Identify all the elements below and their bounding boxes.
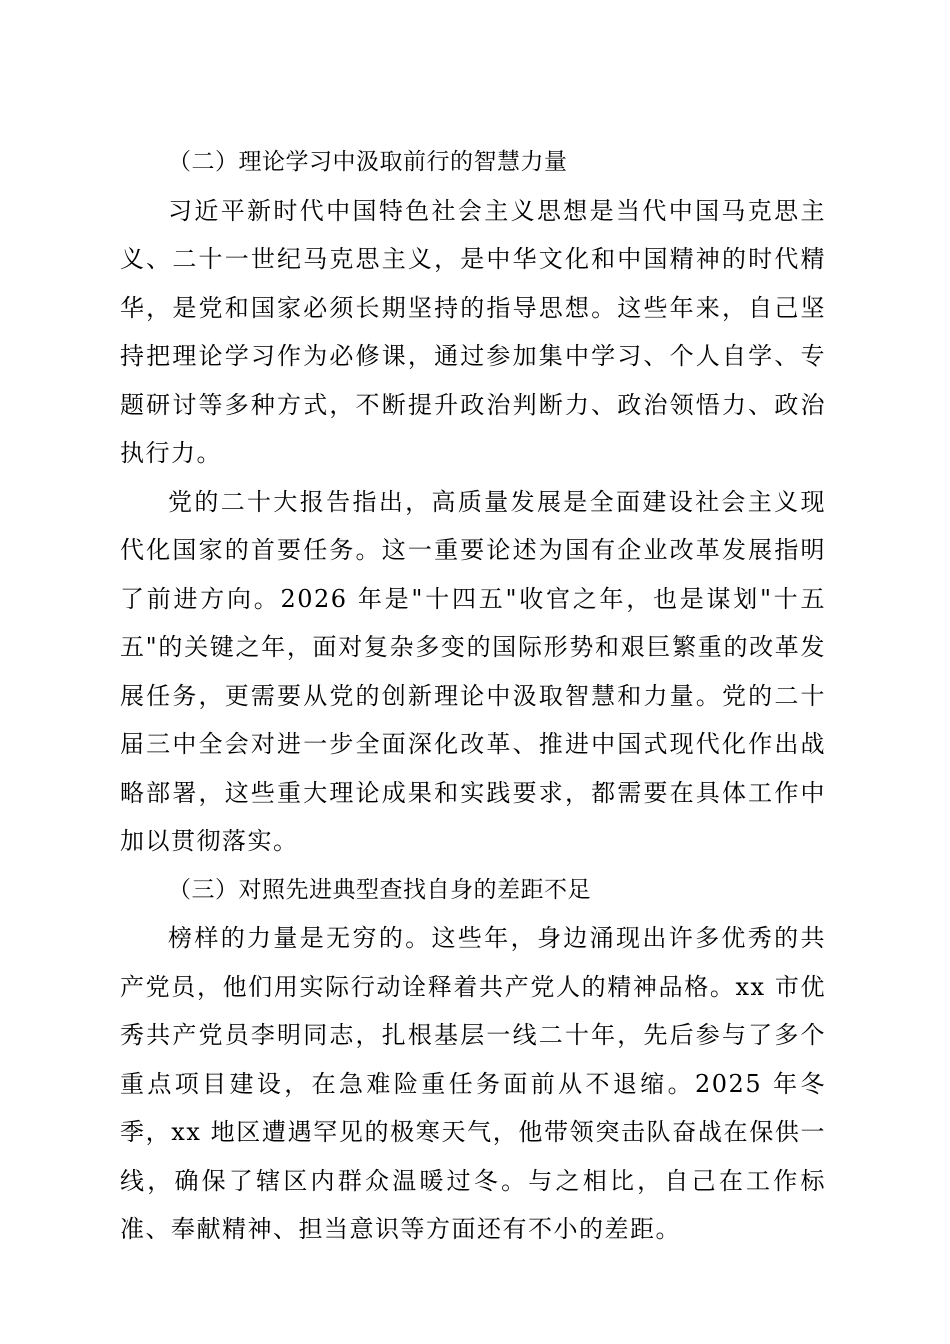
section-2-paragraph-1: 习近平新时代中国特色社会主义思想是当代中国马克思主义、二十一世纪马克思主义，是中华文化和中国精神的时代精华，是党和国家必须长期坚持的指导思想。这些年来，自己坚持把理论学习作为必修课，通过参加集中学习、个人自学、专题研讨等多种方式，不断提升政治判断力、政治领悟力、政治执行力。	[120, 196, 826, 467]
section-3-paragraph-1: 榜样的力量是无穷的。这些年，身边涌现出许多优秀的共产党员，他们用实际行动诠释着共产党人的精神品格。xx 市优秀共产党员李明同志，扎根基层一线二十年，先后参与了多个重点项目建设，在急难险重任务面前从不退缩。2025 年冬季，xx 地区遭遇罕见的极寒天气，他带领突击队奋战在保供一线，确保了辖区内群众温暖过冬。与之相比，自己在工作标准、奉献精神、担当意识等方面还有不小的差距。	[120, 924, 826, 1243]
section-2-paragraph-2: 党的二十大报告指出，高质量发展是全面建设社会主义现代化国家的首要任务。这一重要论述为国有企业改革发展指明了前进方向。2026 年是"十四五"收官之年，也是谋划"十五五"的关键之年，面对复杂多变的国际形势和艰巨繁重的改革发展任务，更需要从党的创新理论中汲取智慧和力量。党的二十届三中全会对进一步全面深化改革、推进中国式现代化作出战略部署，这些重大理论成果和实践要求，都需要在具体工作中加以贯彻落实。	[120, 487, 826, 855]
section-2-heading: （二）理论学习中汲取前行的智慧力量	[168, 149, 568, 175]
document-body	[120, 138, 826, 1254]
section-3-heading: （三）对照先进典型查找自身的差距不足	[168, 876, 591, 903]
